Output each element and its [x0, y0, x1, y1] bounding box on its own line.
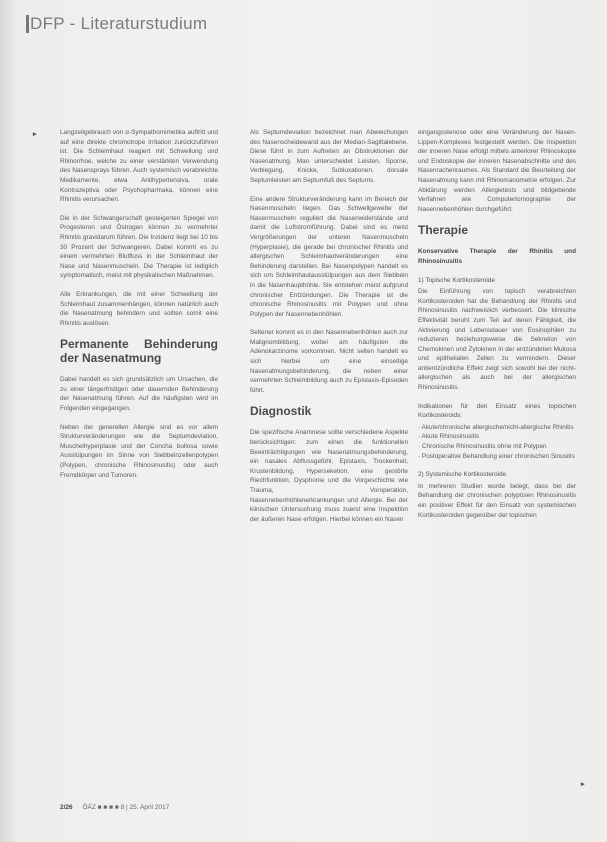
list-item: · Postoperative Behandlung einer chronischen Sinusitis	[418, 452, 575, 460]
numbered-subheading: 1) Topische Kortikosteroide	[418, 276, 495, 284]
section-heading: Permanente Behinderung der Nasenatmung	[60, 337, 218, 366]
paragraph: Die spezifische Anamnese sollte verschiedene Aspekte berücksichtigen: zum einen die funktionellen Beeinträchtigungen wie Nasenatmungsbehinderung, ein nasales Abflussgefühl, Epistaxis, Trockenheit, Krustenbildung, Hyperseketion, eine gestörte Riechfunktion, Dysphonie und die Vorgeschichte wie Trauma, Voroperation, Nasennebenhöhlenerkrankungen und Allergie. Bei der klinischen Untersuchung muss zuerst eine Inspektion der äußeren Nase erfolgen. Hierbei können ein Nasen	[250, 429, 408, 523]
list-item: · Chronische Rhinosinusitis ohne mit Polypen	[418, 443, 547, 451]
page-header-title: DFP - Literaturstudium	[30, 14, 208, 33]
paragraph: Dabei handelt es sich grundsätzlich um Ursachen, die zu einer längerfristigen oder dauernden Behinderung der Nasenatmung führen. Auf die häufigsten wird im Folgenden eingegangen.	[60, 376, 218, 413]
list-item: · Akute Rhinosinusitis	[418, 433, 480, 441]
text-column-3	[418, 128, 576, 529]
paragraph: Die in der Schwangerschaft gesteigerten Spiegel von Progesteron und Östrogen können zu vermehrter Rhinitis gravidarum führen. Die Inzidenz liegt bei 10 bis 30 Prozent der Schwangeren. Dabei kommt es zu einem vermehrten Blutfluss in der Schleimhaut der Nase und Nasenmuscheln. Die Therapie ist lediglich symptomatisch, meist mit physikalischen Maßnahmen.	[60, 214, 218, 280]
numbered-subheading: 2) Systemische Kortikosteroide	[418, 471, 507, 479]
continuation-arrow-icon: ▸	[581, 781, 585, 788]
list-item: · Akute/chronische allergische/nicht-allergische Rhinitis	[418, 423, 574, 431]
subheading: Konservative Therapie der Rhinitis und Rhinosinusitis	[418, 248, 576, 265]
paragraph: eingangsstenose oder eine Veränderung der Nasen-Lippen-Komplexes festgestellt werden. Die Inspektion der inneren Nase erfolgt mittels anteriorer Rhinoskopie und Endoskopie der inneren Nasenabschnitte und des Nasenrachenraumes. Als Standard die Beurteilung der Nasenatmung kann mit Rhinomanometrie erfolgen. Zur Abklärung werden Allergietests und bildgebende Verfahren wie Computertomographie der Nasennebenhöhlen durchgeführt.	[418, 129, 576, 213]
indication-list	[418, 423, 576, 461]
paragraph: Als Septumdeviation bezeichnet man Abweichungen des Nasenscheidewand aus der Median-Sagittalebene. Diese führt in zum Auftreten an Obstruktionen der Nasenatmung. Man unterscheidet Leisten, Sporne, Verbiegung, Knicke, Subluxationen, dorsale Septumleisten am Septumfuß des Septums.	[250, 129, 408, 184]
paragraph: Alle Erkrankungen, die mit einer Schwellung der Schleimhaut zusammenhängen, können natürlich auch die Nasenatmung behindern und sollten somit eine Rhinitis auslösen.	[60, 290, 218, 327]
paragraph: Neben der generellen Allergie sind es vor allem Strukturveränderungen wie die Septumdeviation, Muschelhyperplasie und der Concha bullosa sowie Ausstülpungen im Sinne von Siebbeinzellenpolypen (Polypen, chronische Rhinosinusitis) oder auch Fremdkörper und Tumoren.	[60, 423, 218, 479]
text-column-2	[250, 128, 408, 533]
paragraph: Die Einführung von topisch verabreichten Kortikosteroiden hat die Behandlung der Rhinitis und Rhinosinusitis nachweislich verbessert. Die klinische Effektivität beruht zum Teil auf deren Fähigkeit, die Aktivierung und Lebensdauer von Eosinophilen zu reduzieren beziehungsweise die Sekretion von Chemokinen und Zytokinen in der entzündeten Mukosa und epithelialen Zellen zu vermindern. Dieser antientzündliche Effekt zeigt sich sowohl bei der nicht-allergischen als auch bei der allergischen Rhinosinusitis.	[418, 288, 576, 392]
page-footer	[60, 804, 169, 811]
paragraph: In mehreren Studien wurde belegt, dass bei der Behandlung der chronischen polypösen Rhinosinusitis ein positiver Effekt für den Einsatz von systemischen Kortikosteroiden gegenüber der topischen	[418, 482, 576, 519]
section-heading: Diagnostik	[250, 404, 312, 419]
text-column-1	[60, 128, 218, 489]
paragraph: Seltener kommt es in den Nasennebenhöhlen auch zur Malignombildung, wobei am häufigsten die Adenokarzinome vorkommen. Nicht selten handelt es sich hierbei um eine einseitige Nasenatmungsbehinderung, die neben einer vermehrten Schleimbildung auch zu Epistaxis-Episoden führt.	[250, 329, 408, 394]
list-heading: Indikationen für den Einsatz eines topischen Kortikosteroids:	[418, 402, 576, 420]
paragraph: Langzeitgebrauch von α-Sympathomimetika auftritt und auf eine direkte chromotrope Irritation zurückzuführen ist. Die Schleimhaut reagiert mit Schwellung und Rhinorrhoe, welche zu einer verstärkten Verwendung des Nasensprays führen. Auch systemisch verabreichte Medikamente, etwa Antihypertensiva, orale Kontrazeptiva oder Psychopharmaka, können eine Rhinitis verursachen.	[60, 129, 218, 204]
continuation-arrow-icon: ▸	[33, 131, 37, 138]
section-heading: Therapie	[418, 223, 469, 238]
journal-info: ÖÄZ ■ ■ ■ ■ 8 | 25. April 2017	[82, 804, 170, 811]
page-number: 2/26	[60, 804, 73, 811]
header-accent-bar	[26, 15, 29, 33]
paragraph: Eine andere Strukturveränderung kann im Bereich der Nasenmuscheln liegen. Das Schwellgewebe der Nasenmuscheln reguliert die Nasenwiderstände und damit die Luftstromführung. Dabei sind es meist Vergrößerungen der unteren Nasenmuscheln (Hyperplasie), die gerade bei chronischer Rhinitis und allergischen Schleimhautveränderungen eine Behinderung darstellen. Bei Nasenpolypen handelt es sich um Schleimhautausstülpungen aus dem Siebbein in die Nasenhaupthöhle. Sie entstehen meist aufgrund chronischer Entzündungen. Die Therapie ist die chronische Rhinosinusitis mit Polypen und ohne Polypen der Nasennebenhöhlen.	[250, 195, 408, 318]
